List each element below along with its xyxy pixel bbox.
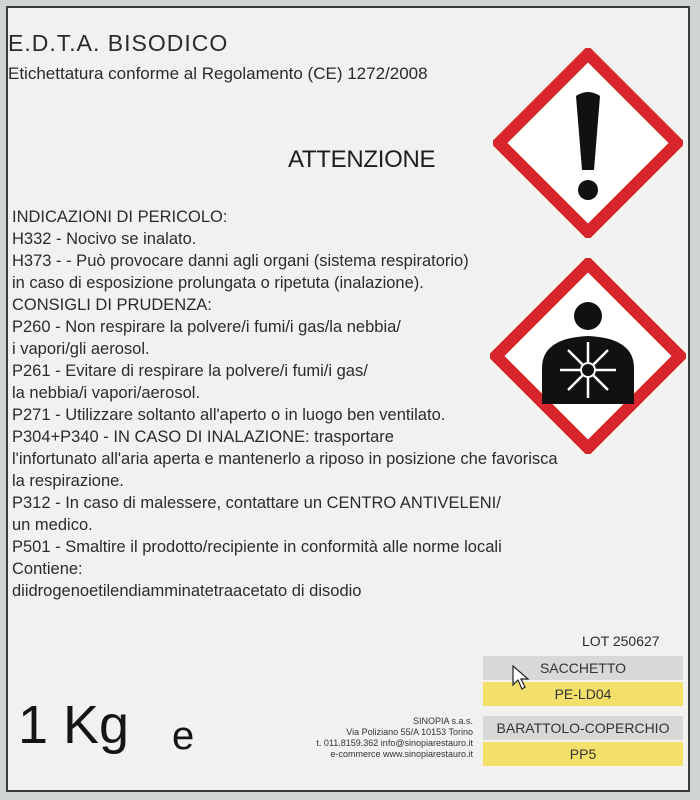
packaging-sacchetto: SACCHETTO <box>483 656 683 680</box>
text-line: Contiene: <box>12 560 83 578</box>
text-line: P501 - Smaltire il prodotto/recipiente in conformità alle norme locali <box>12 538 502 556</box>
company-info <box>245 716 473 760</box>
text-line: in caso di esposizione prolungata o ripetuta (inalazione). <box>12 274 424 292</box>
packaging-pe-ld04: PE-LD04 <box>483 682 683 706</box>
text-line: P261 - Evitare di respirare la polvere/i fumi/i gas/ <box>12 362 368 380</box>
company-web: e-commerce www.sinopiarestauro.it <box>330 749 473 759</box>
text-line: la respirazione. <box>12 472 124 490</box>
text-line: INDICAZIONI DI PERICOLO: <box>12 208 228 226</box>
estimated-sign: e <box>172 714 195 758</box>
text-line: P304+P340 - IN CASO DI INALAZIONE: trasportare <box>12 428 394 446</box>
company-contact: t. 011.8159.362 info@sinopiarestauro.it <box>316 738 473 748</box>
text-line: l'infortunato all'aria aperta e mantenerlo a riposo in posizione che favorisca <box>12 450 558 468</box>
text-line: diidrogenoetilendiamminatetraacetato di disodio <box>12 582 362 600</box>
text-line: CONSIGLI DI PRUDENZA: <box>12 296 212 314</box>
mouse-pointer-icon <box>512 665 530 691</box>
packaging-pp5: PP5 <box>483 742 683 766</box>
net-weight: 1 Kg <box>18 695 130 755</box>
regulation-subtitle: Etichettatura conforme al Regolamento (CE) 1272/2008 <box>8 64 428 83</box>
lot-number: LOT 250627 <box>582 633 660 649</box>
text-line: P271 - Utilizzare soltanto all'aperto o in luogo ben ventilato. <box>12 406 446 424</box>
text-line: un medico. <box>12 516 93 534</box>
product-title: E.D.T.A. BISODICO <box>8 30 229 56</box>
signal-word: ATTENZIONE <box>288 146 436 173</box>
text-line: i vapori/gli aerosol. <box>12 340 150 358</box>
hazard-text-block <box>12 206 652 602</box>
text-line: P312 - In caso di malessere, contattare un CENTRO ANTIVELENI/ <box>12 494 501 512</box>
text-line: la nebbia/i vapori/aerosol. <box>12 384 201 402</box>
text-line: H373 - - Può provocare danni agli organi (sistema respiratorio) <box>12 252 469 270</box>
company-name: SINOPIA s.a.s. <box>412 716 473 726</box>
packaging-barattolo: BARATTOLO-COPERCHIO <box>483 716 683 740</box>
text-line: P260 - Non respirare la polvere/i fumi/i gas/la nebbia/ <box>12 318 401 336</box>
company-address: Via Poliziano 55/A 10153 Torino <box>346 727 473 737</box>
text-line: H332 - Nocivo se inalato. <box>12 230 197 248</box>
